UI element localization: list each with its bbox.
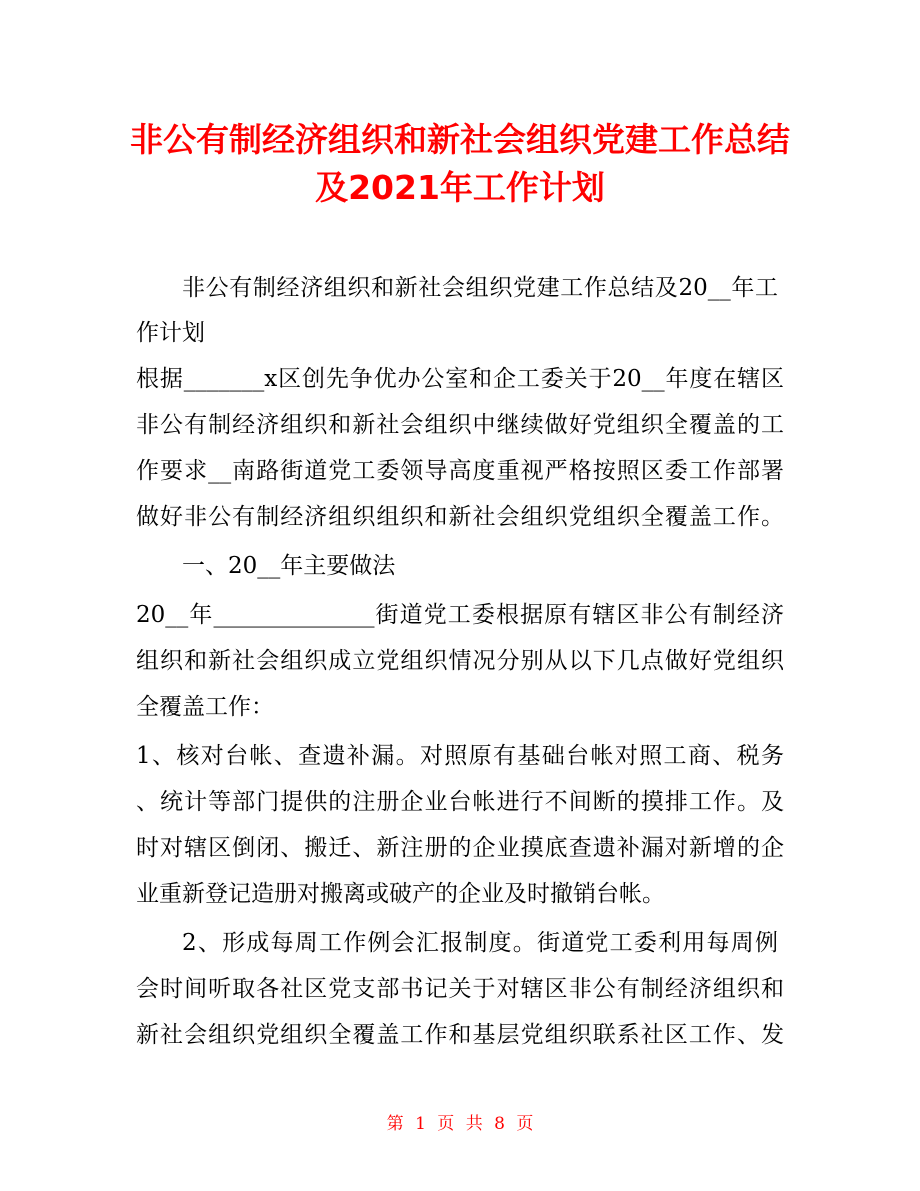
body-line: 时对辖区倒闭、搬迁、新注册的企业摸底查遗补漏对新增的企	[136, 835, 784, 861]
body-line: 业重新登记造册对搬离或破产的企业及时撤销台帐。	[136, 881, 665, 907]
body-line: 作要求__南路街道党工委领导高度重视严格按照区委工作部署	[136, 458, 784, 484]
body-line: 20__年______________街道党工委根据原有辖区非公有制经济	[136, 602, 784, 628]
body-line: 1、核对台帐、查遗补漏。对照原有基础台帐对照工商、税务	[136, 743, 784, 769]
body-line: 会时间听取各社区党支部书记关于对辖区非公有制经济组织和	[136, 976, 784, 1002]
page-number: 第 1 页 共 8 页	[386, 1114, 534, 1134]
body-line: 全覆盖工作：	[136, 694, 274, 720]
document-title-line2: 及2021年工作计划	[315, 168, 605, 207]
document-title-line1: 非公有制经济组织和新社会组织党建工作总结	[130, 120, 790, 159]
body-line: 组织和新社会组织成立党组织情况分别从以下几点做好党组织	[136, 648, 784, 674]
body-line: 作计划	[136, 320, 205, 346]
body-line: 根据_______x区创先争优办公室和企工委关于20__年度在辖区	[136, 366, 784, 392]
body-line: 非公有制经济组织和新社会组织中继续做好党组织全覆盖的工	[136, 412, 784, 438]
body-line: 、统计等部门提供的注册企业台帐进行不间断的摸排工作。及	[136, 789, 784, 815]
section-heading: 一、20__年主要做法	[182, 553, 396, 579]
body-line: 2、形成每周工作例会汇报制度。街道党工委利用每周例	[182, 930, 778, 956]
body-line: 新社会组织党组织全覆盖工作和基层党组织联系社区工作、发	[136, 1022, 784, 1048]
body-line: 做好非公有制经济组织组织和新社会组织党组织全覆盖工作。	[136, 504, 784, 530]
body-line: 非公有制经济组织和新社会组织党建工作总结及20__年工	[182, 275, 778, 301]
